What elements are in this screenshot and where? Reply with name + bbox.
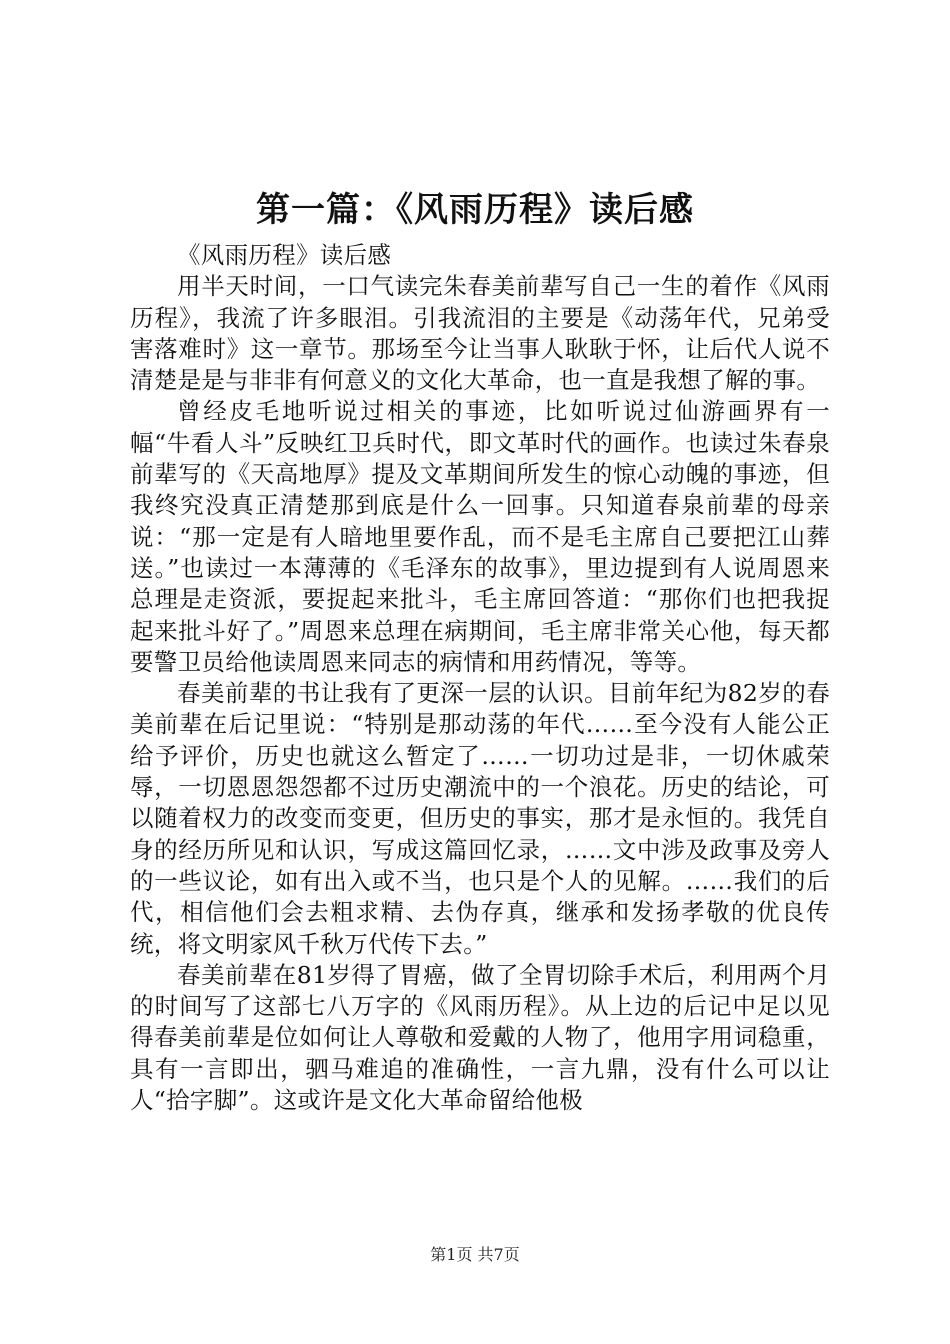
subtitle: 《风雨历程》读后感 [177, 241, 392, 269]
paragraph-1: 用半天时间，一口气读完朱春美前辈写自己一生的着作《风雨历程》，我流了许多眼泪。引我流泪的主要是《动荡年代，兄弟受害落难时》这一章节。那场至今让当事人耿耿于怀，让后代人说不清楚是是与非非有何意义的文化大革命，也一直是我想了解的事。 [130, 272, 830, 395]
page-title: 第一篇：《风雨历程》读后感 [256, 190, 694, 230]
paragraph-4: 春美前辈在81岁得了胃癌，做了全胃切除手术后，利用两个月的时间写了这部七八万字的《风雨历程》。从上边的后记中足以见得春美前辈是位如何让人尊敬和爱戴的人物了，他用字用词稳重，具有一言即出，驷马难追的准确性，一言九鼎，没有什么可以让人“拾字脚”。这或许是文化大革命留给他极 [130, 960, 830, 1115]
page-number-footer: 第1页 共7页 [430, 1245, 520, 1264]
document-body [130, 240, 830, 1116]
paragraph-3: 春美前辈的书让我有了更深一层的认识。目前年纪为82岁的春美前辈在后记里说：“特别是那动荡的年代……至今没有人能公正给予评价，历史也就这么暂定了……一切功过是非，一切休戚荣辱，一切恩恩怨怨都不过历史潮流中的一个浪花。历史的结论，可以随着权力的改变而变更，但历史的事实，那才是永恒的。我凭自身的经历所见和认识，写成这篇回忆录，……文中涉及政事及旁人的一些议论，如有出入或不当，也只是个人的见解。……我们的后代，相信他们会去粗求精、去伪存真，继承和发扬孝敬的优良传统，将文明家风千秋万代传下去。” [130, 679, 830, 958]
paragraph-2: 曾经皮毛地听说过相关的事迹，比如听说过仙游画界有一幅“牛看人斗”反映红卫兵时代，即文革时代的画作。也读过朱春泉前辈写的《天高地厚》提及文革期间所发生的惊心动魄的事迹，但我终究没真正清楚那到底是什么一回事。只知道春泉前辈的母亲说：“那一定是有人暗地里要作乱，而不是毛主席自己要把江山葬送。”也读过一本薄薄的《毛泽东的故事》，里边提到有人说周恩来总理是走资派，要捉起来批斗，毛主席回答道：“那你们也把我捉起来批斗好了。”周恩来总理在病期间，毛主席非常关心他，每天都要警卫员给他读周恩来同志的病情和用药情况，等等。 [130, 397, 830, 676]
